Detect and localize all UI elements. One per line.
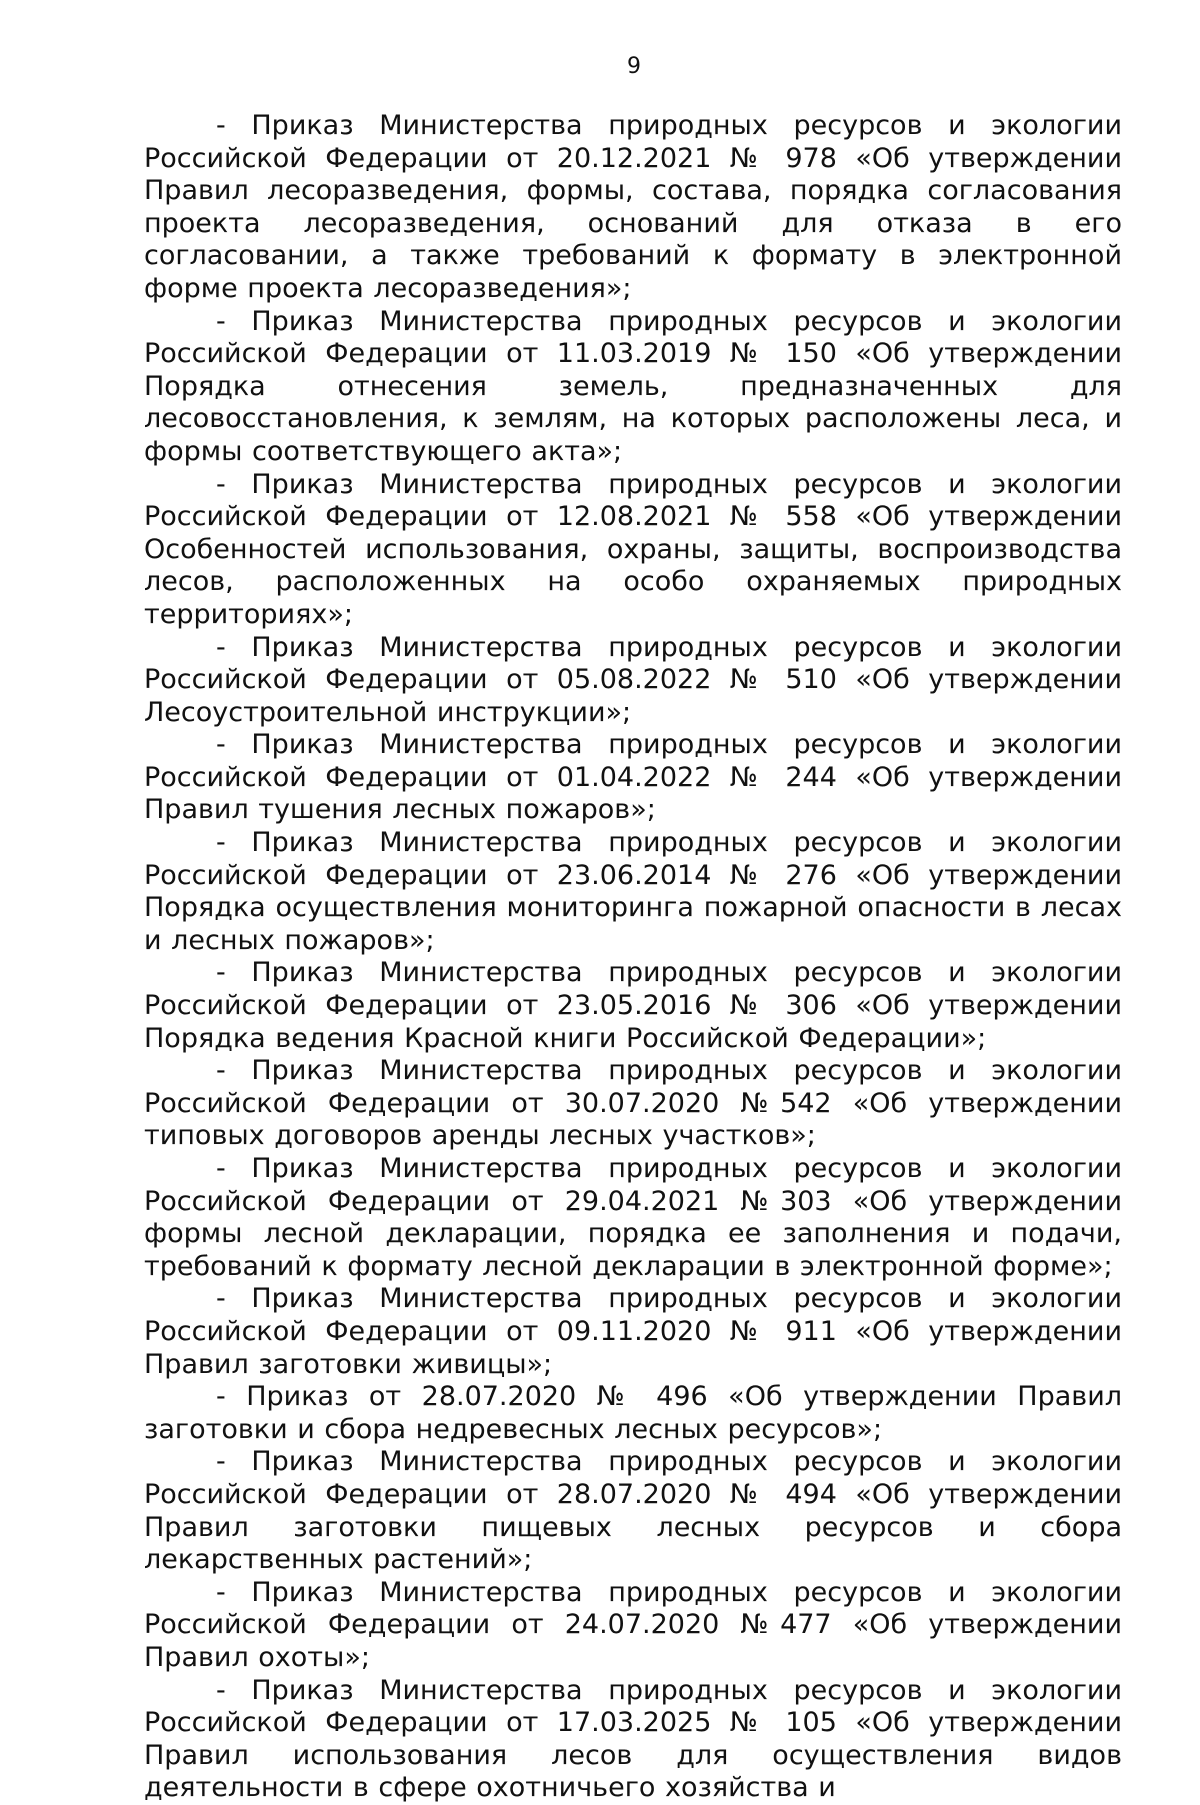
- list-item: - Приказ Министерства природных ресурсов и экологии Российской Федерации от 23.05.2016 № 306 «Об утверждении Порядка ведения Красной книги Российской Федерации»;: [144, 957, 1122, 1054]
- list-item: - Приказ Министерства природных ресурсов и экологии Российской Федерации от 30.07.2020 №542 «Об утверждении типовых договоров аренды лесных участков»;: [144, 1055, 1122, 1152]
- list-item: - Приказ Министерства природных ресурсов и экологии Российской Федерации от 01.04.2022 № 244 «Об утверждении Правил тушения лесных пожаров»;: [144, 729, 1122, 826]
- list-item: - Приказ Министерства природных ресурсов и экологии Российской Федерации от 29.04.2021 №303 «Об утверждении формы лесной декларации, порядка ее заполнения и подачи, требований к формату лесной декларации в электронной форме»;: [144, 1153, 1122, 1282]
- page-number: 9: [627, 54, 641, 79]
- list-item: - Приказ Министерства природных ресурсов и экологии Российской Федерации от 24.07.2020 №477 «Об утверждении Правил охоты»;: [144, 1576, 1122, 1673]
- list-item: - Приказ Министерства природных ресурсов и экологии Российской Федерации от 09.11.2020 № 911 «Об утверждении Правил заготовки живицы»;: [144, 1283, 1122, 1380]
- list-item: - Приказ Министерства природных ресурсов и экологии Российской Федерации от 28.07.2020 № 494 «Об утверждении Правил заготовки пищевых лесных ресурсов и сбора лекарственных растений»;: [144, 1446, 1122, 1576]
- list-item: - Приказ Министерства природных ресурсов и экологии Российской Федерации от 12.08.2021 № 558 «Об утверждении Особенностей использования, охраны, защиты, воспроизводства лесов, расположенных на особо охраняемых природных территориях»;: [144, 468, 1122, 630]
- list-item: - Приказ Министерства природных ресурсов и экологии Российской Федерации от 11.03.2019 № 150 «Об утверждении Порядка отнесения земель, предназначенных для лесовосстановления, к землям, на которых расположены леса, и формы соответствующего акта»;: [144, 305, 1122, 467]
- list-item: - Приказ Министерства природных ресурсов и экологии Российской Федерации от 23.06.2014 № 276 «Об утверждении Порядка осуществления мониторинга пожарной опасности в лесах и лесных пожаров»;: [144, 827, 1122, 956]
- document-body: [144, 110, 1122, 1805]
- list-item: - Приказ Министерства природных ресурсов и экологии Российской Федерации от 05.08.2022 № 510 «Об утверждении Лесоустроительной инструкции»;: [144, 631, 1122, 728]
- list-item: - Приказ от 28.07.2020 № 496 «Об утверждении Правил заготовки и сбора недревесных лесных ресурсов»;: [144, 1381, 1122, 1445]
- list-item: - Приказ Министерства природных ресурсов и экологии Российской Федерации от 17.03.2025 № 105 «Об утверждении Правил использования лесов для осуществления видов деятельности в сфере охотничьего хозяйства и: [144, 1674, 1122, 1804]
- list-item: - Приказ Министерства природных ресурсов и экологии Российской Федерации от 20.12.2021 № 978 «Об утверждении Правил лесоразведения, формы, состава, порядка согласования проекта лесоразведения, оснований для отказа в его согласовании, а также требований к формату в электронной форме проекта лесоразведения»;: [144, 110, 1122, 304]
